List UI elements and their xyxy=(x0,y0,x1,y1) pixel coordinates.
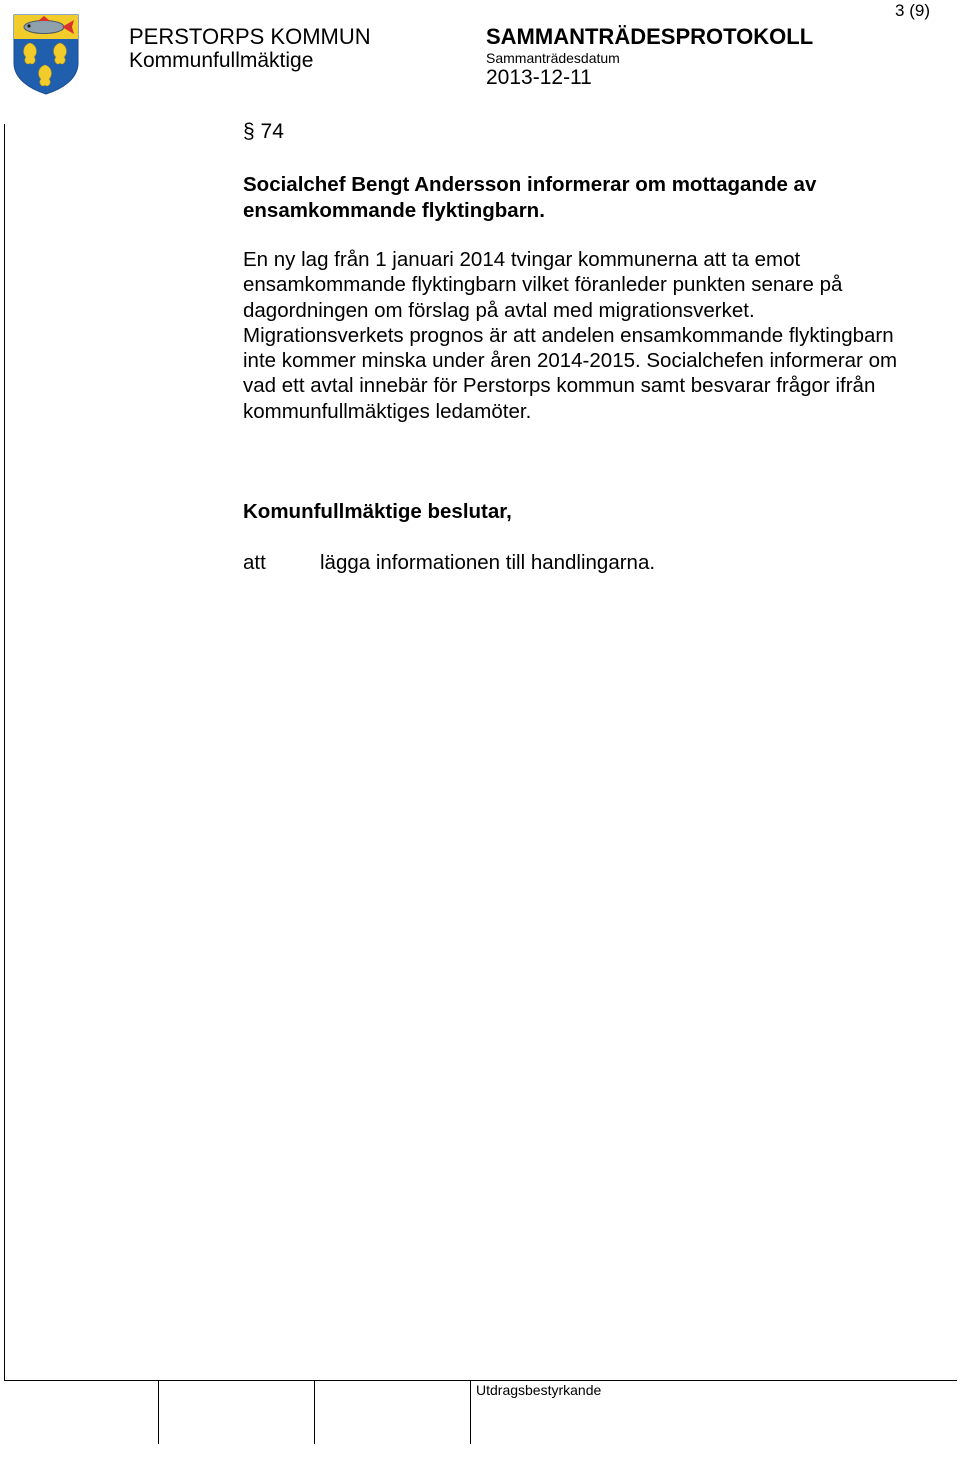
decision-heading: Komunfullmäktige beslutar, xyxy=(243,500,512,523)
item-heading: Socialchef Bengt Andersson informerar om mottagande av ensamkommande flyktingbarn. xyxy=(243,173,817,222)
decision-prefix: att xyxy=(243,551,266,574)
footer-signature-box-divider xyxy=(314,1380,315,1444)
footer-signature-box-divider xyxy=(158,1380,159,1444)
page-number: 3 (9) xyxy=(895,1,930,20)
item-body-text: En ny lag från 1 januari 2014 tvingar kommunerna att ta emot ensamkommande flyktingbarn vilket föranleder punkten senare på dagordningen om förslag på avtal med migrationsverket. Migrationsverkets prognos är att andelen ensamkommande flyktingbarn inte kommer minska under åren 2014-2015. Socialchefen informerar om vad ett avtal innebär för Perstorps kommun samt besvarar frågor ifrån kommunfullmäktiges ledamöter. xyxy=(243,248,898,423)
decision-text: lägga informationen till handlingarna. xyxy=(320,551,656,574)
meeting-date: 2013-12-11 xyxy=(486,66,592,89)
coat-of-arms-logo xyxy=(12,13,80,95)
left-margin-rule xyxy=(4,124,5,1380)
certification-label: Utdragsbestyrkande xyxy=(476,1382,602,1398)
municipality-name: PERSTORPS KOMMUN xyxy=(129,24,371,49)
governing-body: Kommunfullmäktige xyxy=(129,49,314,72)
meeting-date-label: Sammanträdesdatum xyxy=(486,50,620,66)
document-title: SAMMANTRÄDESPROTOKOLL xyxy=(486,24,814,49)
footer-rule xyxy=(4,1380,957,1381)
footer-signature-box-divider xyxy=(470,1380,471,1444)
section-number: § 74 xyxy=(243,120,284,143)
